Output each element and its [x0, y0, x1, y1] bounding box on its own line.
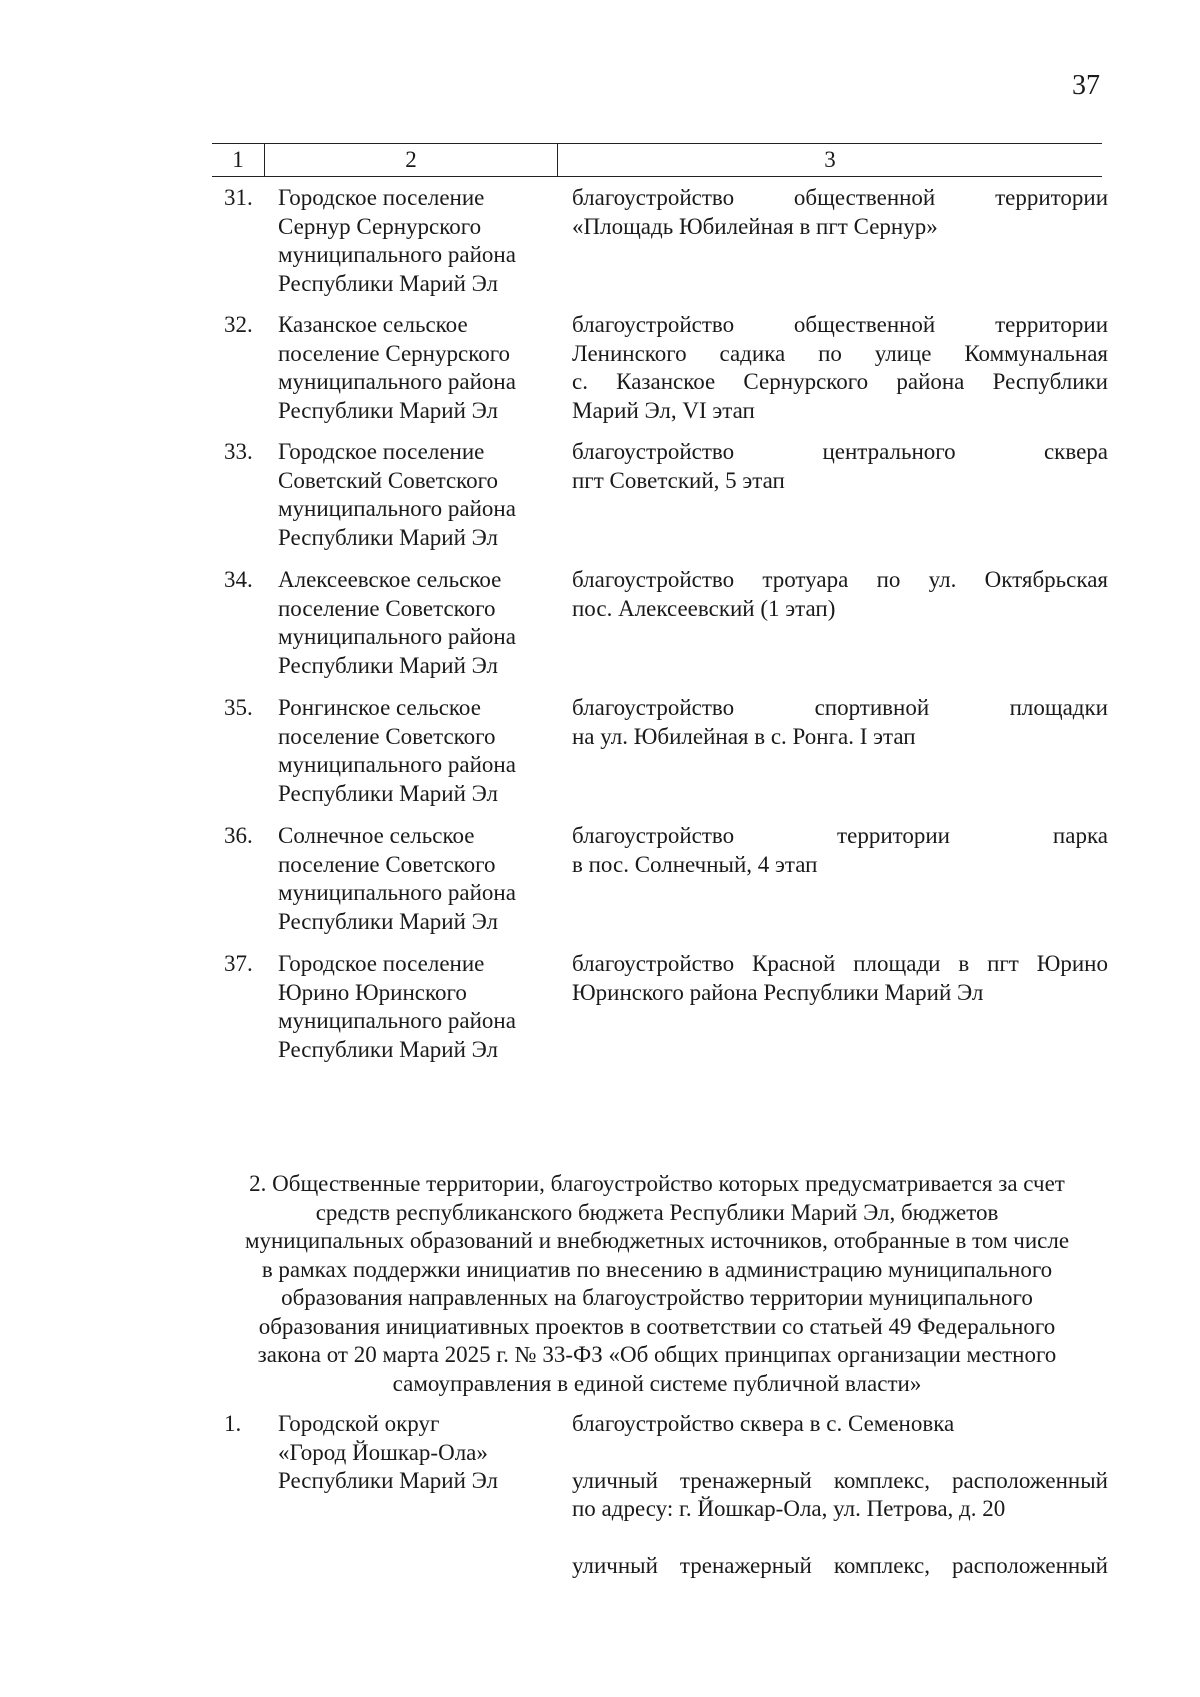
project-description [572, 438, 1108, 495]
description-line: благоустройство Красной площади в пгт Юрино [572, 951, 1108, 976]
row-number: 35. [224, 695, 253, 720]
municipality-line: Республики Марий Эл [278, 652, 499, 678]
municipality-line: муниципального района [278, 1008, 516, 1033]
municipality-line: Республики Марий Эл [278, 908, 499, 934]
description-line: благоустройство территории парка [572, 823, 1108, 848]
description-line: с. Казанское Сернурского района Республики [572, 369, 1108, 394]
municipality-line: Городское поселение [278, 439, 485, 464]
municipality-name [278, 694, 548, 808]
municipality-line: Городской округ [278, 1411, 440, 1436]
description-line: Марий Эл, VI этап [572, 397, 755, 423]
description-line: «Площадь Юбилейная в пгт Сернур» [572, 213, 938, 239]
municipality-line: Казанское сельское [278, 312, 468, 337]
description-line: уличный тренажерный комплекс, расположенный [572, 1552, 1108, 1578]
municipality-name [278, 822, 548, 936]
description-line: по адресу: г. Йошкар-Ола, ул. Петрова, д. 20 [572, 1496, 1006, 1521]
municipality-line: муниципального района [278, 624, 516, 649]
project-item [572, 1410, 1108, 1439]
municipality-name [278, 311, 548, 425]
municipality-line: муниципального района [278, 880, 516, 905]
description-line: Юринского района Республики Марий Эл [572, 979, 984, 1005]
municipality-line: Республики Марий Эл [278, 1468, 499, 1493]
municipality-name [278, 438, 548, 552]
municipality-line: поселение Сернурского [278, 340, 511, 366]
section-heading [212, 1170, 1102, 1398]
municipality-line: Солнечное сельское [278, 823, 475, 848]
project-item [572, 1467, 1108, 1524]
project-description [572, 1410, 1108, 1608]
description-line: благоустройство сквера в с. Семеновка [572, 1411, 955, 1436]
description-line: в пос. Солнечный, 4 этап [572, 851, 818, 877]
column-header-1: 1 [212, 144, 265, 176]
municipality-name [278, 566, 548, 680]
municipality-line: Советский Советского [278, 467, 499, 493]
description-line: благоустройство тротуара по ул. Октябрьская [572, 567, 1108, 592]
municipality-line: Ронгинское сельское [278, 695, 481, 720]
row-number: 34. [224, 567, 253, 592]
municipality-line: муниципального района [278, 496, 516, 521]
municipality-line: муниципального района [278, 242, 516, 267]
municipality-name [278, 950, 548, 1064]
section-heading-line: средств республиканского бюджета Республики Марий Эл, бюджетов [315, 1199, 999, 1225]
table-column-header [212, 143, 1102, 177]
project-description [572, 822, 1108, 879]
section-heading-line: в рамках поддержки инициатив по внесению в администрацию муниципального [261, 1256, 1053, 1282]
description-line: пгт Советский, 5 этап [572, 467, 785, 493]
project-description [572, 184, 1108, 241]
description-line: благоустройство спортивной площадки [572, 695, 1108, 720]
description-line: уличный тренажерный комплекс, расположенный [572, 1467, 1108, 1493]
section-heading-line: образования направленных на благоустройство территории муниципального [281, 1285, 1033, 1310]
municipality-line: Республики Марий Эл [278, 270, 499, 296]
municipality-line: Городское поселение [278, 951, 485, 976]
municipality-line: Сернур Сернурского [278, 213, 482, 239]
municipality-line: Республики Марий Эл [278, 1036, 499, 1062]
municipality-line: Республики Марий Эл [278, 397, 499, 423]
municipality-name [278, 184, 548, 298]
row-number: 37. [224, 951, 253, 976]
municipality-line: Республики Марий Эл [278, 524, 499, 550]
row-number: 1. [224, 1411, 242, 1436]
project-item [572, 1552, 1108, 1581]
project-description [572, 311, 1108, 425]
description-line: пос. Алексеевский (1 этап) [572, 595, 836, 621]
row-number: 32. [224, 312, 253, 337]
section-heading-line: 2. Общественные территории, благоустройство которых предусматривается за счет [249, 1171, 1065, 1196]
description-line: благоустройство общественной территории [572, 312, 1108, 337]
section-heading-line: муниципальных образований и внебюджетных источников, отобранные в том числе [244, 1228, 1070, 1253]
column-header-2: 2 [265, 144, 558, 176]
section-heading-line: образования инициативных проектов в соответствии со статьей 49 Федерального [258, 1313, 1056, 1339]
municipality-name [278, 1410, 548, 1496]
description-line: на ул. Юбилейная в с. Ронга. I этап [572, 723, 916, 749]
municipality-line: муниципального района [278, 369, 516, 394]
project-description [572, 694, 1108, 751]
municipality-line: Алексеевское сельское [278, 567, 502, 592]
description-line: Ленинского садика по улице Коммунальная [572, 340, 1108, 366]
municipality-line: поселение Советского [278, 723, 496, 749]
row-number: 33. [224, 439, 253, 464]
municipality-line: Городское поселение [278, 185, 485, 210]
section-heading-line: закона от 20 марта 2025 г. № 33-ФЗ «Об общих принципах организации местного [257, 1342, 1057, 1367]
municipality-line: Республики Марий Эл [278, 780, 499, 806]
column-header-3: 3 [824, 147, 836, 172]
description-line: благоустройство центрального сквера [572, 439, 1108, 464]
description-line: благоустройство общественной территории [572, 185, 1108, 210]
page-number: 37 [1072, 70, 1100, 101]
municipality-line: поселение Советского [278, 595, 496, 621]
section-heading-line: самоуправления в единой системе публичной власти» [392, 1370, 922, 1396]
row-number: 36. [224, 823, 253, 848]
project-description [572, 566, 1108, 623]
project-description [572, 950, 1108, 1007]
municipality-line: поселение Советского [278, 851, 496, 877]
municipality-line: муниципального района [278, 752, 516, 777]
municipality-line: Юрино Юринского [278, 979, 467, 1005]
municipality-line: «Город Йошкар-Ола» [278, 1439, 488, 1465]
row-number: 31. [224, 185, 253, 210]
